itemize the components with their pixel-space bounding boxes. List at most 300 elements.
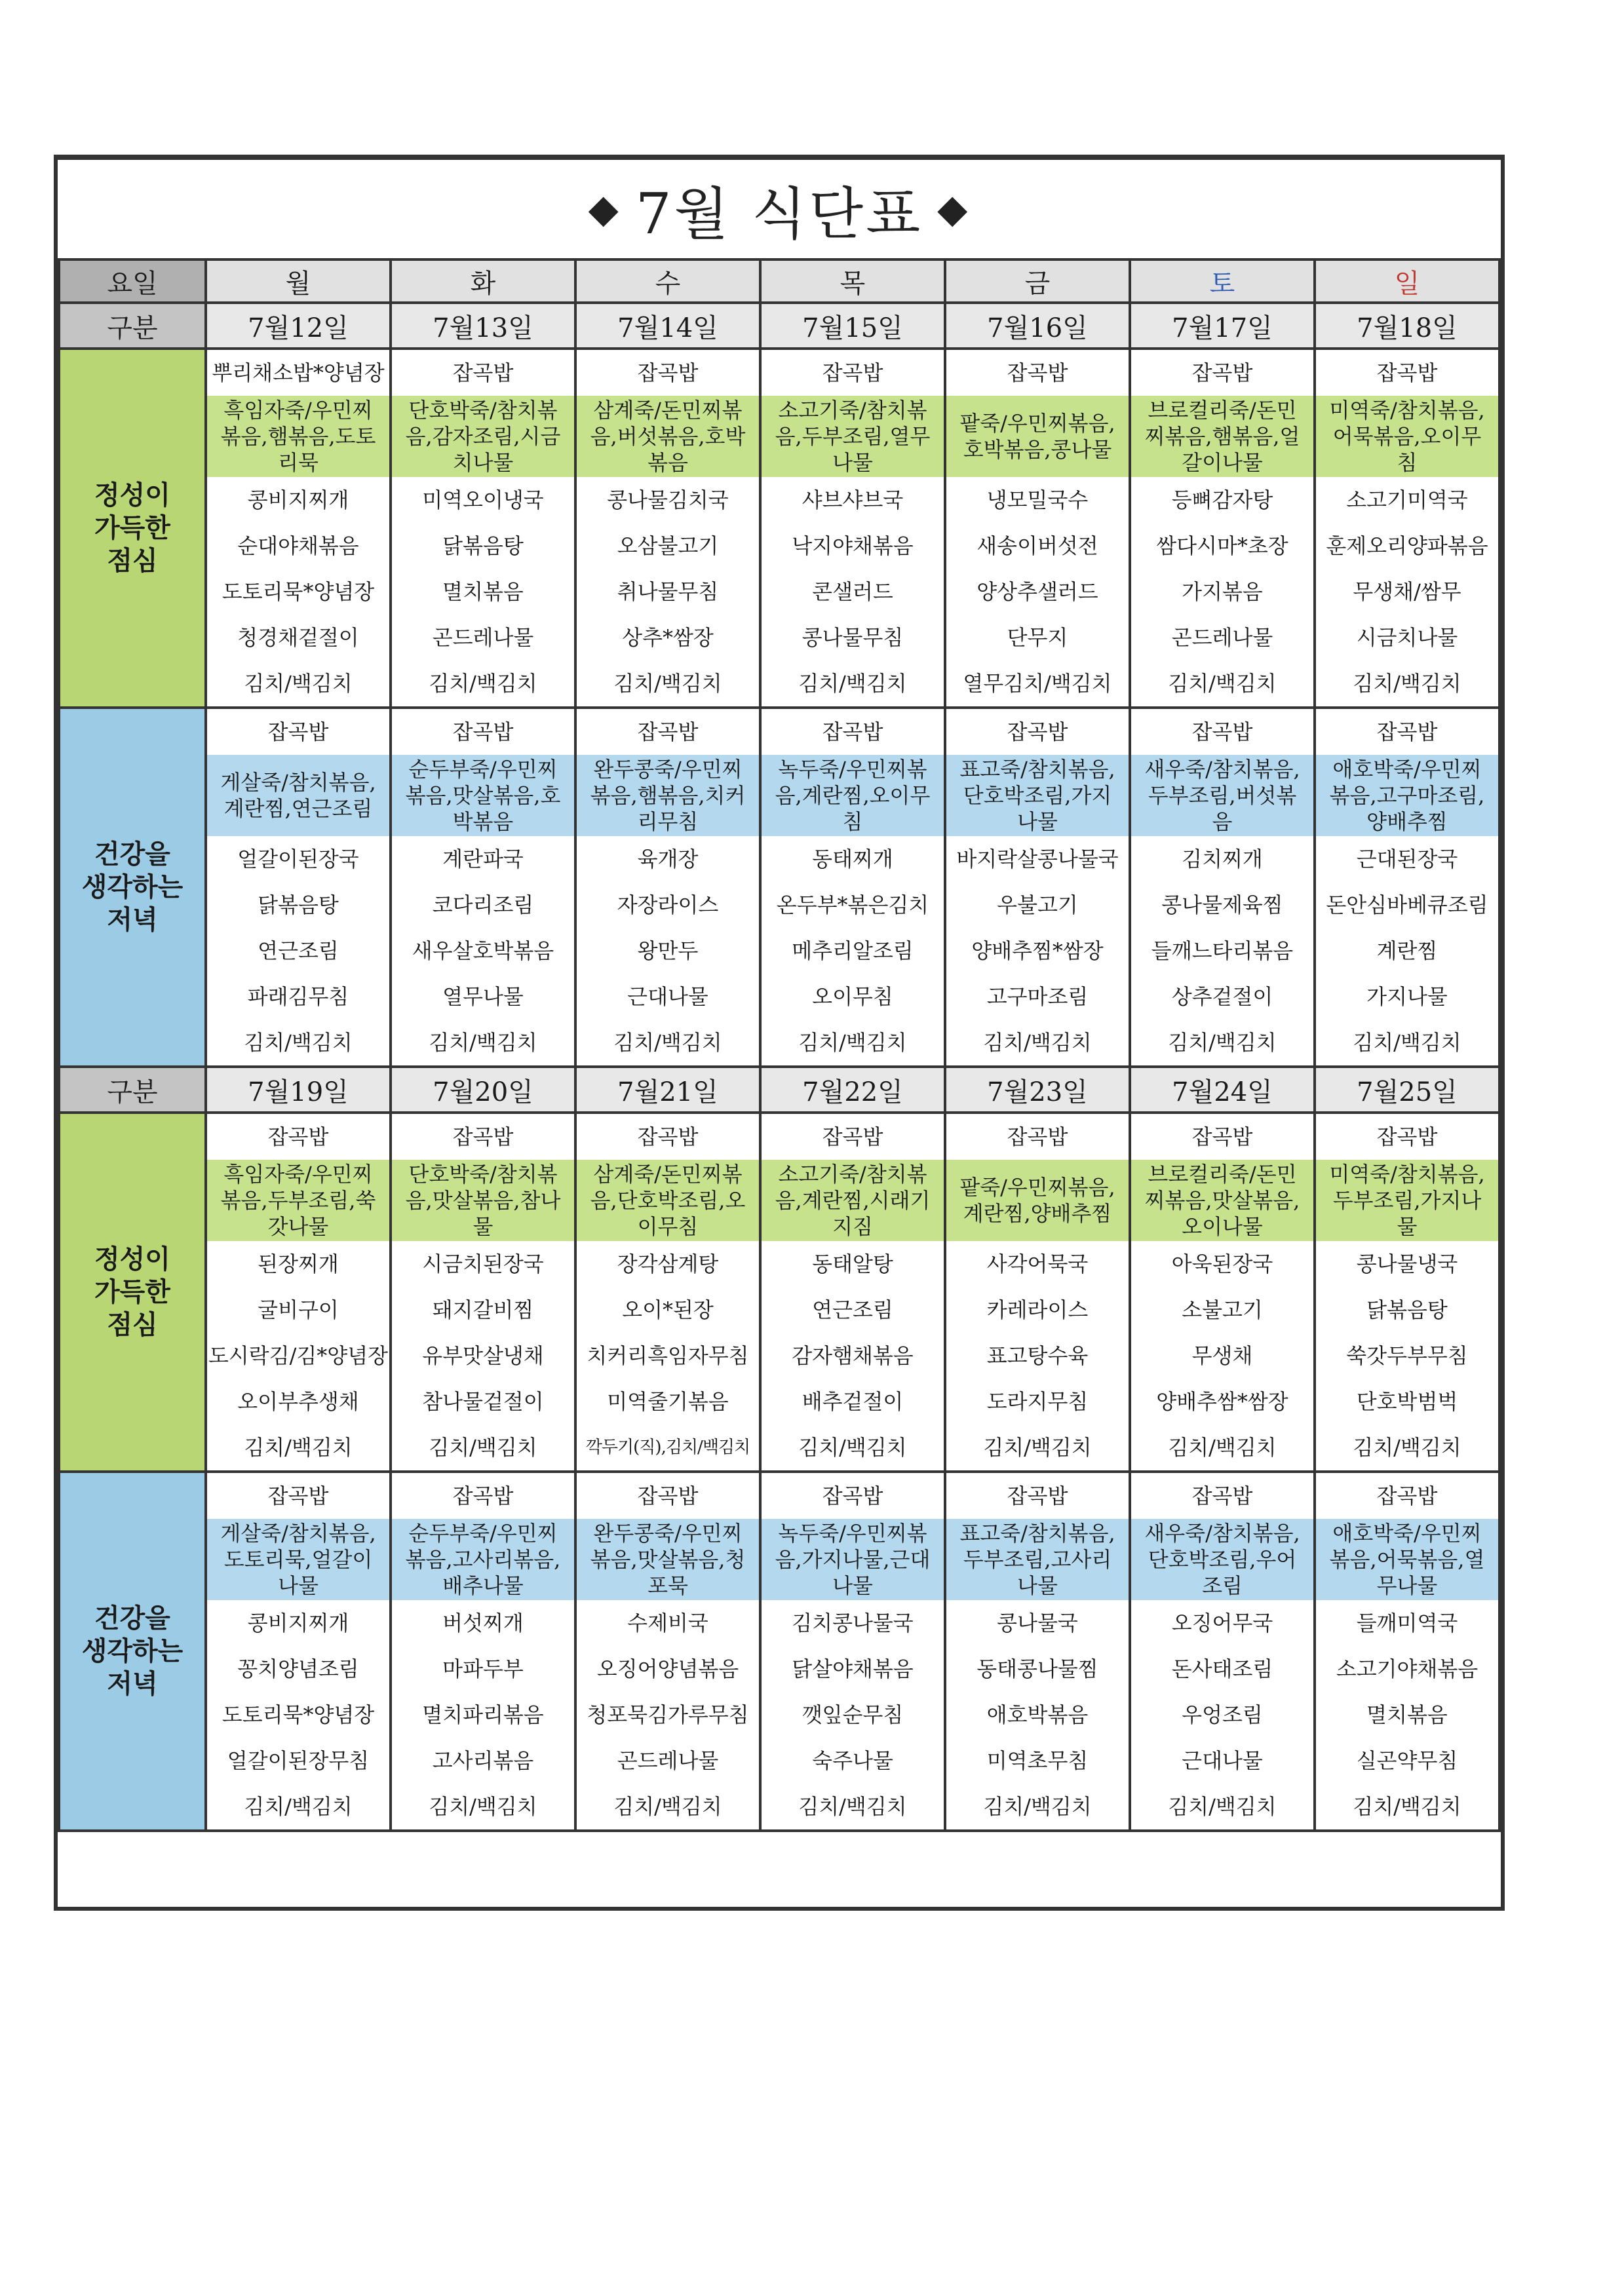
- page-title: [58, 160, 1501, 258]
- dish-item: 우불고기: [997, 892, 1078, 917]
- dish-item: 김치/백김치: [244, 1030, 353, 1055]
- meal-cell: [206, 708, 391, 1067]
- lunch-section-label: [59, 1113, 206, 1472]
- dish-item: 김치/백김치: [244, 671, 353, 696]
- porridge-item: [762, 755, 944, 836]
- meal-items: [1316, 350, 1498, 706]
- porridge-line: 미역죽/참치볶음,: [1329, 1162, 1485, 1187]
- porridge-item: [392, 1160, 574, 1241]
- porridge-line: 박볶음: [452, 809, 514, 834]
- rice-item: 잡곡밥: [1376, 1124, 1438, 1149]
- porridge-item: [207, 1519, 389, 1600]
- date-cell: 7월20일: [391, 1067, 575, 1113]
- dish-item: 파래김무침: [247, 984, 349, 1009]
- porridge-line: 음,두부조림,열무: [775, 424, 931, 449]
- dish-item: 육개장: [637, 847, 699, 871]
- dinner-section-label: [59, 708, 206, 1067]
- porridge-item: [1316, 396, 1498, 477]
- dish-item: 김치찌개: [1182, 847, 1263, 871]
- meal-items: [392, 709, 574, 1065]
- porridge-line: 팥죽/우민찌볶음,: [959, 1175, 1115, 1200]
- meal-cell: [391, 708, 575, 1067]
- porridge-line: 물: [473, 1214, 493, 1239]
- dish-item: 배추겉절이: [802, 1389, 904, 1414]
- meal-cell: [391, 1113, 575, 1472]
- dish-item: 굴비구이: [258, 1297, 339, 1322]
- meal-items: [1131, 1473, 1313, 1829]
- porridge-line: 게살죽/참치볶음,: [220, 770, 376, 795]
- porridge-line: 볶음,햄볶음,치커: [590, 783, 746, 808]
- porridge-text: [1329, 397, 1484, 476]
- meal-items: [946, 1473, 1129, 1829]
- porridge-text: [959, 1174, 1115, 1227]
- porridge-line: 브로컬리죽/돈민: [1148, 398, 1297, 423]
- porridge-line: 찌볶음,햄볶음,얼: [1144, 424, 1300, 449]
- porridge-line: 녹두죽/우민찌볶: [778, 1521, 927, 1546]
- porridge-line: 녹두죽/우민찌볶: [778, 757, 927, 782]
- rice-item: 잡곡밥: [1376, 1483, 1438, 1508]
- dish-item: 고구마조림: [986, 984, 1089, 1009]
- dish-item: 무생채: [1191, 1343, 1253, 1368]
- dish-item: 김치/백김치: [429, 1794, 537, 1819]
- rice-item: 잡곡밥: [822, 1483, 883, 1508]
- porridge-text: [775, 397, 931, 476]
- dish-item: 감자햄채볶음: [792, 1343, 914, 1368]
- meal-cell: [1315, 708, 1499, 1067]
- dish-item: 김치/백김치: [983, 1794, 1092, 1819]
- dish-item: 김치/백김치: [1168, 1435, 1277, 1460]
- porridge-item: [392, 396, 574, 477]
- porridge-line: 침: [1397, 450, 1418, 475]
- dish-item: 김치/백김치: [798, 1794, 907, 1819]
- meal-cell: [206, 1472, 391, 1831]
- meal-cell: [575, 349, 760, 708]
- section-label-line: 생각하는: [81, 1636, 184, 1666]
- day-cell: 금: [945, 259, 1130, 303]
- date-cell: 7월25일: [1315, 1067, 1499, 1113]
- rice-item: 잡곡밥: [267, 719, 329, 744]
- dish-item: 동태콩나물찜: [976, 1656, 1098, 1681]
- dish-item: 김치/백김치: [1168, 671, 1277, 696]
- dish-item: 꽁치양념조림: [237, 1656, 359, 1681]
- dish-item: 도토리묵*양념장: [222, 579, 375, 604]
- date-label-cell: 구분: [59, 303, 206, 349]
- porridge-item: [1316, 755, 1498, 836]
- dish-item: 실곤약무침: [1356, 1748, 1458, 1773]
- date-cell: 7월23일: [945, 1067, 1130, 1113]
- meal-items: [762, 1114, 944, 1470]
- rice-item: 잡곡밥: [1191, 719, 1253, 744]
- dish-item: 애호박볶음: [986, 1702, 1089, 1727]
- section-label-line: 저녁: [107, 904, 158, 935]
- porridge-line: 소고기죽/참치볶: [778, 398, 927, 423]
- date-cell: 7월15일: [760, 303, 945, 349]
- dish-item: 콩나물김치국: [607, 488, 729, 512]
- porridge-item: [577, 755, 759, 836]
- dish-item: 닭살야채볶음: [792, 1656, 914, 1681]
- section-label-line: 생각하는: [81, 871, 184, 902]
- meal-items: [577, 350, 759, 706]
- meal-items: [1131, 350, 1313, 706]
- porridge-item: [392, 1519, 574, 1600]
- porridge-text: [406, 397, 561, 476]
- porridge-line: 새우죽/참치볶음,: [1144, 757, 1300, 782]
- rice-item: 잡곡밥: [637, 1483, 699, 1508]
- section-label-line: 점심: [107, 545, 158, 576]
- dish-item: 김치/백김치: [1168, 1030, 1277, 1055]
- dish-item: 미역오이냉국: [422, 488, 544, 512]
- dish-item: 오이부추생채: [237, 1389, 359, 1414]
- porridge-item: [1316, 1160, 1498, 1241]
- dish-item: 깍두기(직),김치/백김치: [585, 1438, 750, 1457]
- porridge-line: 계란찜,양배추찜: [963, 1201, 1112, 1226]
- meal-items: [762, 1473, 944, 1829]
- dish-item: 취나물무침: [617, 579, 719, 604]
- meal-cell: [945, 1472, 1130, 1831]
- dish-item: 소고기미역국: [1346, 488, 1468, 512]
- meal-cell: [760, 1472, 945, 1831]
- porridge-item: [207, 755, 389, 836]
- day-header-row: [59, 259, 1499, 303]
- dish-item: 마파두부: [442, 1656, 524, 1681]
- dish-item: 김치/백김치: [798, 1435, 907, 1460]
- porridge-item: [577, 1519, 759, 1600]
- menu-table: [58, 258, 1501, 1832]
- date-cell: 7월14일: [575, 303, 760, 349]
- dish-item: 왕만두: [637, 938, 699, 963]
- porridge-item: [946, 1160, 1129, 1241]
- dish-item: 근대된장국: [1356, 847, 1458, 871]
- meal-items: [762, 350, 944, 706]
- dish-item: 곤드레나물: [617, 1748, 719, 1773]
- dish-item: 청포묵김가루무침: [587, 1702, 749, 1727]
- dish-item: 새우살호박볶음: [412, 938, 554, 963]
- porridge-line: 치나물: [452, 450, 514, 475]
- meal-cell: [206, 349, 391, 708]
- porridge-item: [946, 396, 1129, 477]
- dish-item: 오삼불고기: [617, 533, 719, 558]
- meal-cell: [760, 708, 945, 1067]
- porridge-line: 갓나물: [267, 1214, 329, 1239]
- dish-item: 코다리조림: [432, 892, 534, 917]
- rice-item: 잡곡밥: [1191, 360, 1253, 385]
- dish-item: 아욱된장국: [1171, 1252, 1273, 1276]
- dish-item: 김치/백김치: [1353, 1435, 1461, 1460]
- dish-item: 들깨느타리볶음: [1151, 938, 1294, 963]
- porridge-item: [946, 755, 1129, 836]
- dish-item: 단무지: [1007, 625, 1068, 650]
- porridge-line: 두부조림,가지나: [1332, 1188, 1482, 1213]
- dish-item: 도라지무침: [986, 1389, 1089, 1414]
- porridge-item: [207, 396, 389, 477]
- porridge-text: [959, 410, 1115, 463]
- rice-item: 잡곡밥: [822, 719, 883, 744]
- porridge-line: 볶음,고사리볶음,: [405, 1547, 561, 1572]
- meal-items: [1316, 1114, 1498, 1470]
- rice-item: 잡곡밥: [637, 719, 699, 744]
- porridge-line: 찌볶음,맛살볶음,: [1144, 1188, 1300, 1213]
- date-row: [59, 1067, 1499, 1113]
- porridge-text: [775, 1520, 931, 1599]
- porridge-line: 볶음,어묵볶음,열: [1329, 1547, 1485, 1572]
- porridge-line: 오이나물: [1182, 1214, 1263, 1239]
- porridge-line: 침: [842, 809, 863, 834]
- porridge-text: [220, 1520, 376, 1599]
- date-cell: 7월17일: [1130, 303, 1315, 349]
- dish-item: 시금치나물: [1356, 625, 1458, 650]
- meal-cell: [391, 1472, 575, 1831]
- meal-items: [207, 350, 389, 706]
- porridge-text: [1145, 397, 1300, 476]
- meal-cell: [575, 708, 760, 1067]
- meal-items: [1316, 1473, 1498, 1829]
- title-text: 7월 식단표: [635, 182, 923, 247]
- porridge-line: 볶음,맛살볶음,청: [590, 1547, 746, 1572]
- section-label-line: 건강을: [94, 839, 170, 870]
- porridge-line: 나물: [1017, 809, 1058, 834]
- porridge-line: 조림: [1202, 1573, 1243, 1598]
- dish-item: 쑥갓두부무침: [1346, 1343, 1468, 1368]
- dinner-row: [59, 1472, 1499, 1831]
- porridge-text: [1329, 1161, 1484, 1240]
- porridge-line: 삼계죽/돈민찌볶: [593, 1162, 743, 1187]
- porridge-text: [221, 1161, 376, 1240]
- dish-item: 연근조림: [258, 938, 339, 963]
- porridge-text: [775, 756, 931, 835]
- rice-item: 잡곡밥: [452, 1124, 514, 1149]
- porridge-line: 단호박죽/참치볶: [408, 398, 558, 423]
- meal-items: [1131, 709, 1313, 1065]
- rice-item: 잡곡밥: [637, 360, 699, 385]
- meal-cell: [1130, 708, 1315, 1067]
- porridge-line: 계란찜,연근조림: [223, 796, 373, 821]
- dish-item: 가지나물: [1366, 984, 1448, 1009]
- meal-cell: [945, 1113, 1130, 1472]
- dish-item: 김치/백김치: [613, 1794, 722, 1819]
- porridge-line: 두부조림,고사리: [963, 1547, 1112, 1572]
- porridge-line: 삼계죽/돈민찌볶: [593, 398, 743, 423]
- rice-item: 잡곡밥: [1007, 360, 1068, 385]
- porridge-line: 흑임자죽/우민찌: [223, 1162, 373, 1187]
- porridge-item: [392, 755, 574, 836]
- dish-item: 무생채/쌈무: [1353, 579, 1461, 604]
- dish-item: 양배추찜*쌈장: [971, 938, 1104, 963]
- dish-item: 돈안심바베큐조림: [1326, 892, 1488, 917]
- dish-item: 오이무침: [812, 984, 893, 1009]
- meal-items: [392, 1114, 574, 1470]
- porridge-text: [406, 1161, 561, 1240]
- dish-item: 닭볶음탕: [258, 892, 339, 917]
- porridge-item: [207, 1160, 389, 1241]
- dish-item: 김치/백김치: [1353, 671, 1461, 696]
- dish-item: 콩비지찌개: [247, 488, 349, 512]
- dish-item: 콩비지찌개: [247, 1611, 349, 1636]
- diamond-right-icon: ◆: [937, 186, 971, 232]
- dish-item: 콩나물제육찜: [1161, 892, 1283, 917]
- dish-item: 김치/백김치: [983, 1030, 1092, 1055]
- porridge-line: 이무침: [637, 1214, 699, 1239]
- rice-item: 잡곡밥: [822, 1124, 883, 1149]
- meal-items: [762, 709, 944, 1065]
- lunch-section-label: [59, 349, 206, 708]
- porridge-line: 흑임자죽/우민찌: [223, 398, 373, 423]
- dish-item: 수제비국: [627, 1611, 708, 1636]
- porridge-text: [1144, 1520, 1300, 1599]
- rice-item: 잡곡밥: [1007, 1124, 1068, 1149]
- dish-item: 얼갈이된장무침: [227, 1748, 370, 1773]
- dish-item: 카레라이스: [986, 1297, 1089, 1322]
- porridge-line: 어묵볶음,오이무: [1332, 424, 1482, 449]
- dish-item: 미역초무침: [986, 1748, 1089, 1773]
- lunch-row: [59, 349, 1499, 708]
- rice-item: 잡곡밥: [1191, 1124, 1253, 1149]
- dish-item: 멸치볶음: [1366, 1702, 1448, 1727]
- porridge-line: 완두콩죽/우민찌: [593, 1521, 743, 1546]
- porridge-line: 음,단호박조림,오: [590, 1188, 746, 1213]
- porridge-line: 단호박조림,우어: [1148, 1547, 1297, 1572]
- dish-item: 김치/백김치: [613, 671, 722, 696]
- rice-item: 잡곡밥: [1376, 719, 1438, 744]
- dish-item: 열무김치/백김치: [963, 671, 1112, 696]
- porridge-text: [590, 1161, 746, 1240]
- porridge-item: [1131, 1160, 1313, 1241]
- meal-cell: [1130, 1113, 1315, 1472]
- meal-cell: [760, 349, 945, 708]
- porridge-text: [406, 1520, 561, 1599]
- porridge-text: [221, 397, 376, 476]
- date-cell: 7월19일: [206, 1067, 391, 1113]
- porridge-item: [1131, 396, 1313, 477]
- dish-item: 김치/백김치: [1168, 1794, 1277, 1819]
- dinner-section-label: [59, 1472, 206, 1831]
- section-label-line: 정성이: [94, 480, 170, 510]
- dish-item: 돼지갈비찜: [432, 1297, 534, 1322]
- porridge-item: [1131, 755, 1313, 836]
- dish-item: 단호박범벅: [1356, 1389, 1458, 1414]
- dish-item: 샤브샤브국: [802, 488, 904, 512]
- dish-item: 김치/백김치: [244, 1435, 353, 1460]
- meal-cell: [760, 1113, 945, 1472]
- dish-item: 김치/백김치: [798, 1030, 907, 1055]
- porridge-line: 표고죽/참치볶음,: [959, 1521, 1115, 1546]
- dish-item: 오징어무국: [1171, 1611, 1273, 1636]
- porridge-line: 순두부죽/우민찌: [408, 1521, 558, 1546]
- porridge-line: 음,계란찜,시래기: [775, 1188, 931, 1213]
- porridge-line: 두부조림,버섯볶: [1148, 783, 1297, 808]
- porridge-text: [220, 769, 376, 822]
- dish-item: 새송이버섯전: [976, 533, 1098, 558]
- porridge-line: 볶음: [648, 450, 688, 475]
- porridge-line: 도토리묵,얼갈이: [223, 1547, 373, 1572]
- meal-cell: [945, 349, 1130, 708]
- date-cell: 7월16일: [945, 303, 1130, 349]
- section-label-line: 정성이: [94, 1244, 170, 1274]
- dish-item: 콩나물무침: [802, 625, 904, 650]
- meal-items: [577, 1114, 759, 1470]
- dish-item: 버섯찌개: [442, 1611, 524, 1636]
- dish-item: 닭볶음탕: [1366, 1297, 1448, 1322]
- meal-items: [946, 709, 1129, 1065]
- meal-items: [207, 1473, 389, 1829]
- meal-items: [946, 1114, 1129, 1470]
- dish-item: 상추겉절이: [1171, 984, 1273, 1009]
- porridge-text: [1144, 756, 1300, 835]
- porridge-line: 나물: [832, 1573, 873, 1598]
- rice-item: 잡곡밥: [637, 1124, 699, 1149]
- porridge-item: [1131, 1519, 1313, 1600]
- porridge-line: 소고기죽/참치볶: [778, 1162, 927, 1187]
- meal-cell: [945, 708, 1130, 1067]
- porridge-line: 무나물: [1376, 1573, 1438, 1598]
- porridge-text: [1330, 756, 1485, 835]
- dish-item: 곤드레나물: [1171, 625, 1273, 650]
- meal-items: [946, 350, 1129, 706]
- porridge-line: 새우죽/참치볶음,: [1144, 1521, 1300, 1546]
- porridge-item: [1316, 1519, 1498, 1600]
- dish-item: 도토리묵*양념장: [222, 1702, 375, 1727]
- porridge-line: 양배추찜: [1366, 809, 1448, 834]
- porridge-line: 음,맛살볶음,참나: [405, 1188, 561, 1213]
- porridge-text: [590, 397, 746, 476]
- dish-item: 김치/백김치: [429, 1030, 537, 1055]
- dish-item: 참나물겉절이: [422, 1389, 544, 1414]
- dish-item: 곤드레나물: [432, 625, 534, 650]
- dish-item: 근대나물: [627, 984, 708, 1009]
- porridge-text: [959, 756, 1115, 835]
- porridge-item: [577, 396, 759, 477]
- porridge-line: 음,버섯볶음,호박: [590, 424, 746, 449]
- dish-item: 콩나물국: [997, 1611, 1078, 1636]
- date-row: [59, 303, 1499, 349]
- section-label-line: 저녁: [107, 1668, 158, 1699]
- porridge-text: [775, 1161, 931, 1240]
- dish-item: 들깨미역국: [1356, 1611, 1458, 1636]
- dish-item: 낙지야채볶음: [792, 533, 914, 558]
- dish-item: 김치콩나물국: [792, 1611, 914, 1636]
- porridge-line: 배추나물: [442, 1573, 524, 1598]
- porridge-line: 음,가지나물,근대: [775, 1547, 931, 1572]
- dish-item: 소고기야채볶음: [1336, 1656, 1479, 1681]
- porridge-line: 볶음,맛살볶음,호: [405, 783, 561, 808]
- meal-items: [577, 709, 759, 1065]
- dish-item: 청경채겉절이: [237, 625, 359, 650]
- rice-item: 잡곡밥: [822, 360, 883, 385]
- porridge-line: 볶음,햄볶음,도토: [220, 424, 376, 449]
- section-label-line: 가득한: [94, 1276, 170, 1307]
- dish-item: 바지락살콩나물국: [956, 847, 1119, 871]
- dish-item: 동태찌개: [812, 847, 893, 871]
- porridge-line: 볶음,두부조림,쑥: [220, 1188, 376, 1213]
- porridge-line: 볶음,고구마조림,: [1329, 783, 1485, 808]
- dish-item: 표고탕수육: [986, 1343, 1089, 1368]
- rice-item: 잡곡밥: [452, 360, 514, 385]
- menu-sheet: [54, 155, 1505, 1911]
- dish-item: 돈사태조림: [1171, 1656, 1273, 1681]
- meal-items: [1131, 1114, 1313, 1470]
- dish-item: 치커리흑임자무침: [587, 1343, 749, 1368]
- meal-items: [577, 1473, 759, 1829]
- dish-item: 메추리알조림: [792, 938, 914, 963]
- day-cell: 토: [1130, 259, 1315, 303]
- porridge-text: [1330, 1520, 1485, 1599]
- day-cell: 월: [206, 259, 391, 303]
- meal-items: [392, 1473, 574, 1829]
- dish-item: 계란파국: [442, 847, 524, 871]
- porridge-line: 나물: [832, 450, 873, 475]
- porridge-line: 음,계란찜,오이무: [775, 783, 931, 808]
- dish-item: 냉모밀국수: [986, 488, 1089, 512]
- dish-item: 오징어양념볶음: [596, 1656, 739, 1681]
